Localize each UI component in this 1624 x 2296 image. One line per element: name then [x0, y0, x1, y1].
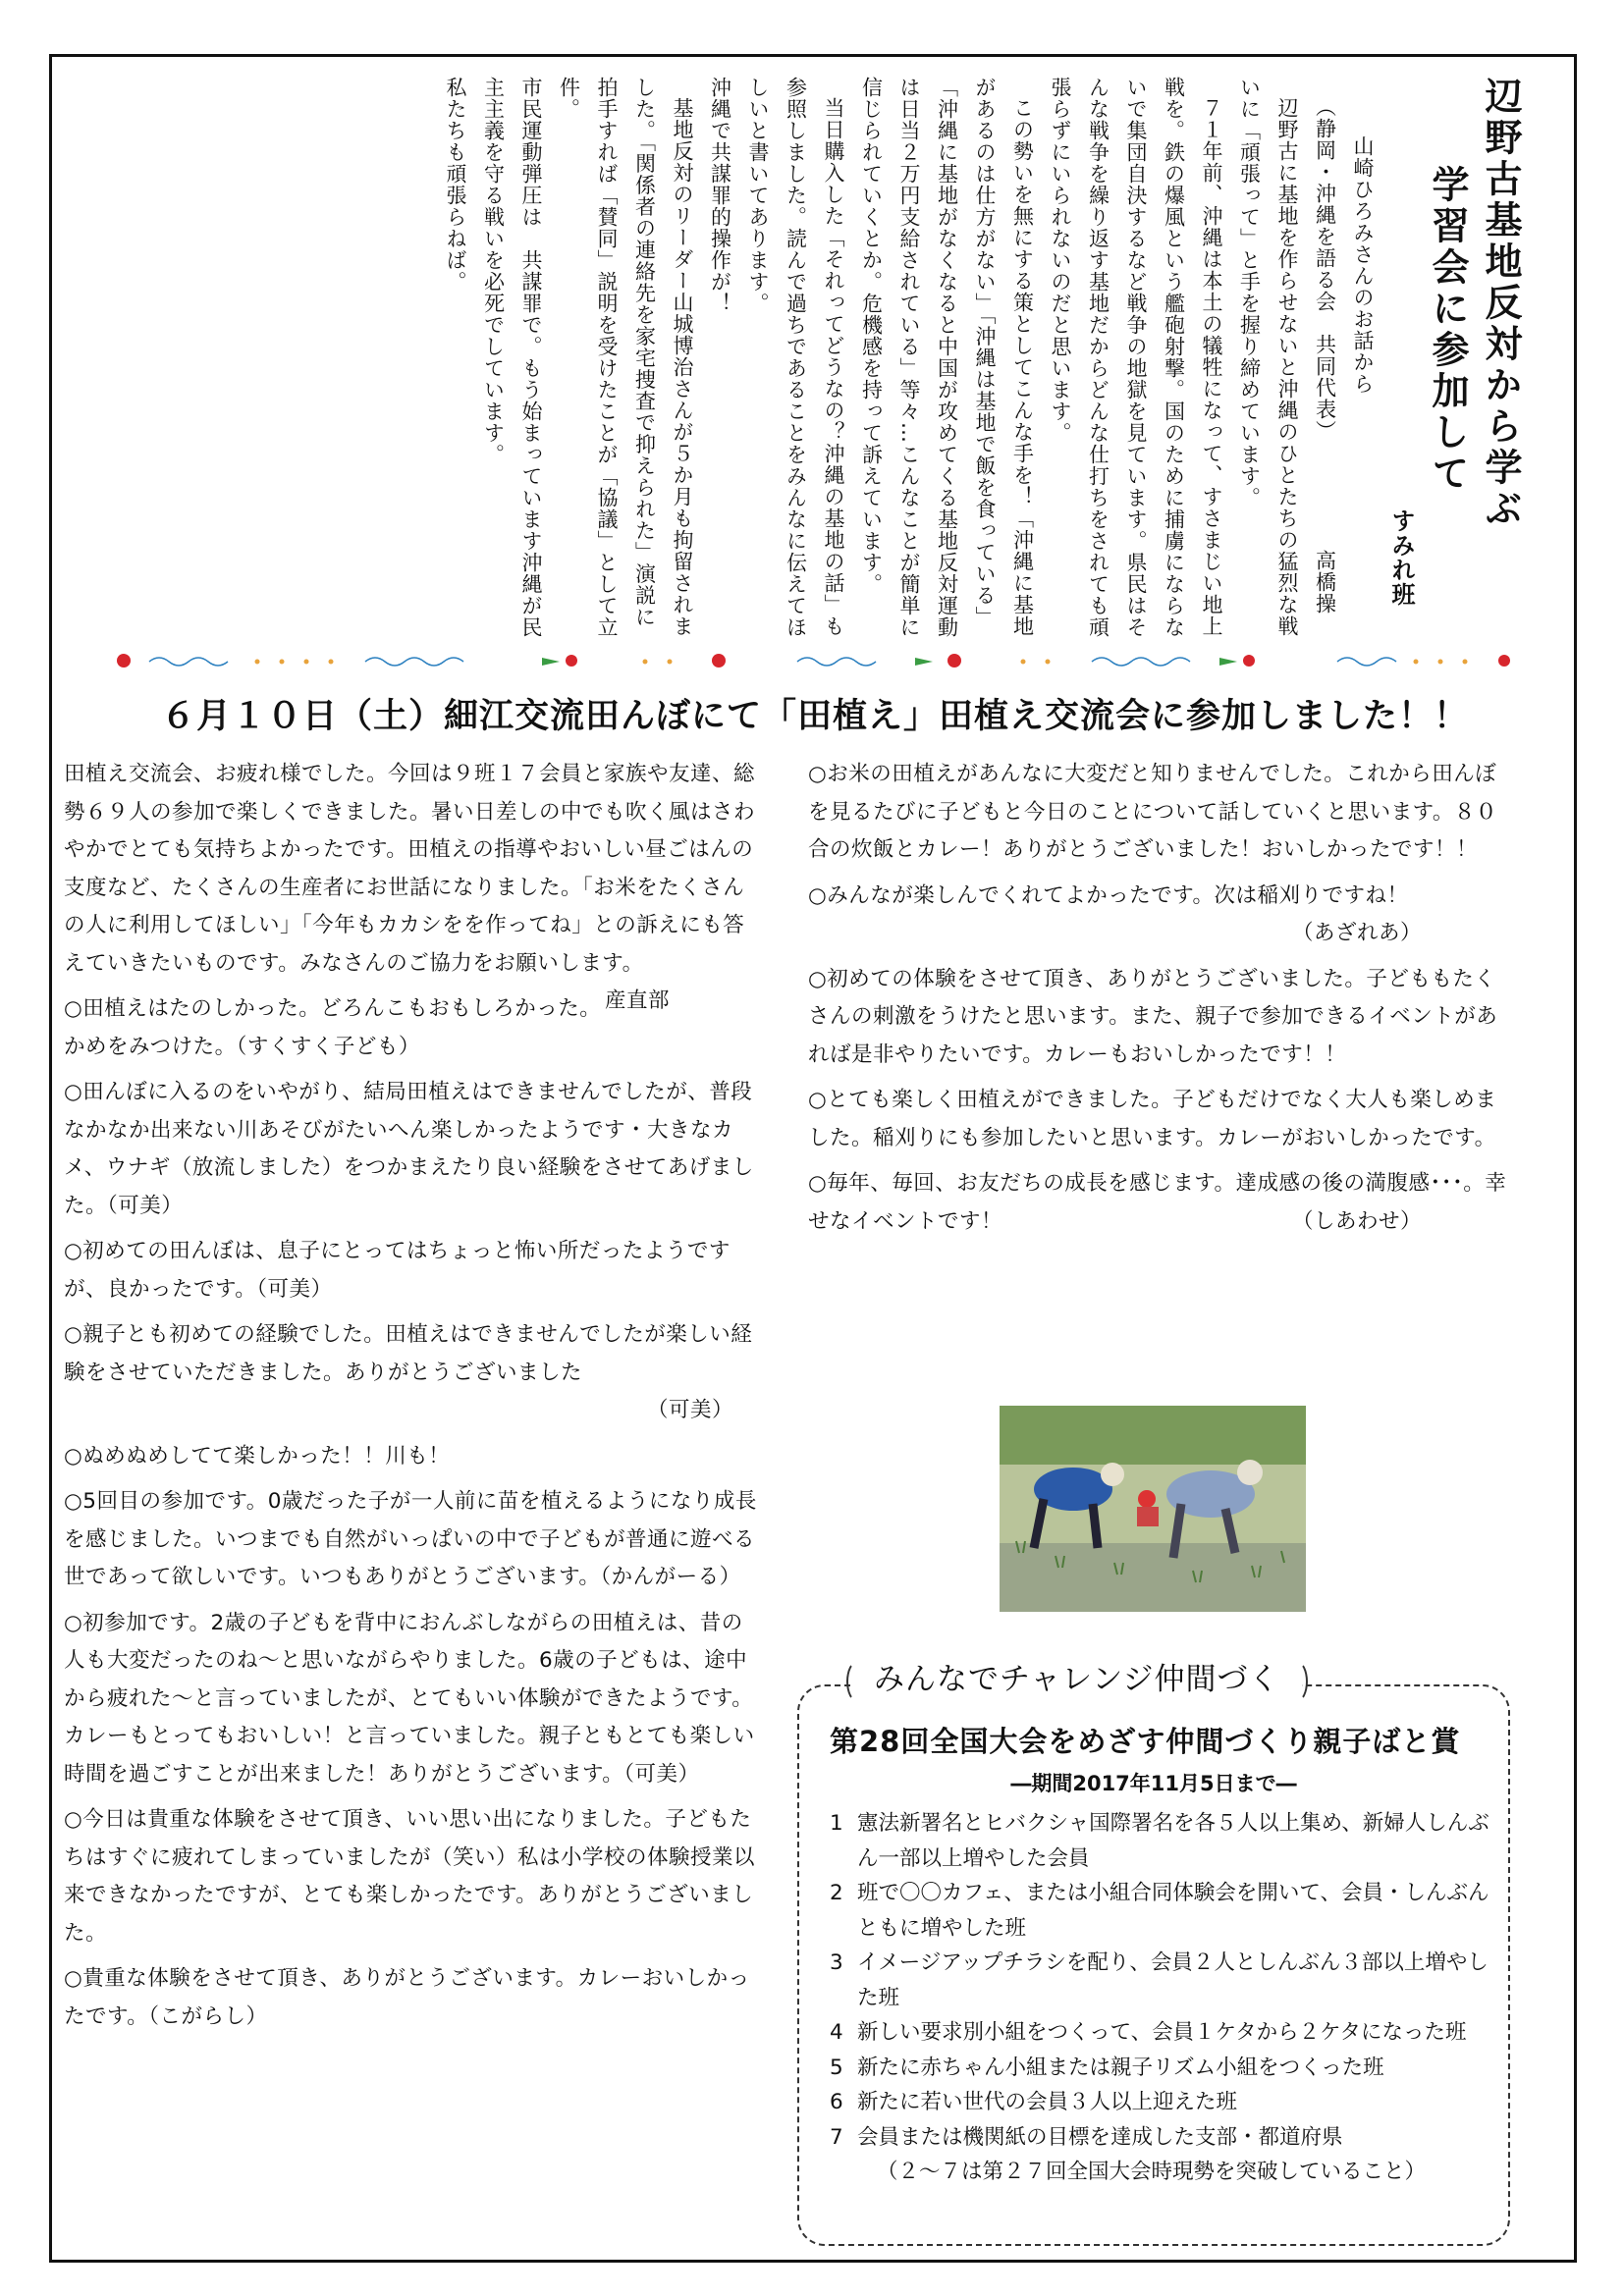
- article-paragraph: 当日購入した「それってどうなの？沖縄の基地の話」も参照しました。読んで過ちであることをみんなに伝えてほしいと書いてあります。: [746, 77, 845, 638]
- intro-signature: 産直部: [604, 988, 670, 1013]
- prize-item: 7 会員または機関紙の目標を達成した支部・都道府県: [830, 2124, 1343, 2150]
- article-speaker-org: （静岡・沖縄を語る会 共同代表）高橋操: [1313, 96, 1337, 614]
- section-headline: ６月１０日（土）細江交流田んぼにて「田植え」田植え交流会に参加しました！！: [160, 697, 1469, 736]
- comment: ○とても楽しく田植えができました。子どもだけでなく大人も楽しめました。稲刈りにも参加したいと思います。カレーがおいしかったです。: [808, 1088, 1497, 1150]
- prize-tag: みんなでチャレンジ仲間づく: [852, 1655, 1302, 1704]
- prize-item: 2 班で〇〇カフェ、または小組合同体験会を開いて、会員・しんぶんともに増やした班: [830, 1881, 1489, 1941]
- article-title-line2: 学習会に参加して: [1426, 165, 1469, 495]
- article-paragraph: ７１年前、沖縄は本土の犠牲になって、すさまじい地上戦を。鉄の爆風という艦砲射撃。国のために捕虜にならないで集団自決するなど戦争の地獄を見ています。県民はそんな戦争を繰り返す基地だからどんな仕打ちをされても頑張らずにいられないのだと思います。: [1049, 77, 1223, 638]
- prize-list: [830, 1806, 1497, 2190]
- comment: ○初めての田んぼは、息子にとってはちょっと怖い所だったようですが、良かったです。（可美）: [64, 1239, 731, 1302]
- prize-period: ―期間2017年11月5日まで―: [1010, 1772, 1297, 1795]
- prize-note: （２～７は第２７回全国大会時現勢を突破していること）: [877, 2160, 1427, 2184]
- comment: ○5回目の参加です。0歳だった子が一人前に苗を植えるようになり成長を感じました。いつまでも自然がいっぱいの中で子どもが普通に遊べる世であって欲しいです。いつもありがとうございます。（かんがーる）: [64, 1489, 757, 1589]
- intro-paragraph: 田植え交流会、お疲れ様でした。今回は９班１７会員と家族や友達、総勢６９人の参加で楽しくできました。暑い日差しの中でも吹く風はさわやかでとても気持ちよかったです。田植えの指導やおいしい昼ごはんの支度など、たくさんの生産者にお世話になりました。「お米をたくさんの人に利用してほしい」「今年もカカシをを作ってね」との訴えにも答えていきたいものです。みなさんのご協力をお願いします。 産直部: [64, 756, 763, 983]
- article-paragraph: 私たちも頑張らねば。: [444, 77, 467, 293]
- article-author-name: 高橋操: [1313, 550, 1337, 614]
- comment: ○毎年、毎回、お友だちの成長を感じます。達成感の後の満腹感･･･。幸せなイベントです！ （しあわせ）: [808, 1165, 1510, 1241]
- article-group: すみれ班: [1387, 508, 1415, 607]
- prize-item: 5 新たに赤ちゃん小組または親子リズム小組をつくった班: [830, 2055, 1384, 2080]
- comment: ○みんなが楽しんでくれてよかったです。次は稲刈りですね！ （あざれあ）: [808, 878, 1510, 953]
- prize-item: 3 イメージアップチラシを配り、会員２人としんぶん３部以上増やした班: [830, 1950, 1489, 2010]
- comment: ○田んぼに入るのをいやがり、結局田植えはできませんでしたが、普段なかなか出来ない川あそびがたいへん楽しかったようです・大きなカメ、ウナギ（放流しました）をつかまえたり良い経験をさせてあげました。（可美）: [64, 1080, 754, 1218]
- article-paragraph: 辺野古に基地を作らせないと沖縄のひとたちの猛烈な戦いに「頑張って」と手を握り締めています。: [1237, 77, 1299, 637]
- comment: ○お米の田植えがあんなに大変だと知りませんでした。これから田んぼを見るたびに子どもと今日のことについて話していくと思います。８０合の炊飯とカレー！ありがとうございました！おいしかったです！！: [808, 762, 1497, 862]
- prize-item: 1 憲法新署名とヒバクシャ国際署名を各５人以上集め、新婦人しんぶん一部以上増やした会員: [830, 1811, 1489, 1871]
- comment: ○親子とも初めての経験でした。田植えはできませんでしたが楽しい経験をさせていただきました。ありがとうございました （可美）: [64, 1316, 763, 1430]
- rice-planting-photo: [1000, 1406, 1306, 1612]
- article-paragraph: 基地反対のリーダー山城博治さんが５か月も拘留されました。「関係者の連絡先を家宅捜査で抑えられた」演説に拍手すれば「賛同」説明を受けたことが「協議」として立件。: [557, 77, 694, 638]
- comment: ○田植えはたのしかった。どろんこもおもしろかった。かめをみつけた。（すくすく子ども）: [64, 996, 602, 1059]
- article-paragraph: 沖縄で共謀罪的操作が！: [708, 77, 732, 314]
- comment: ○初参加です。2歳の子どもを背中におんぶしながらの田植えは、昔の人も大変だったのね～と思いながらやりました。6歳の子どもは、途中から疲れた～と言っていましたが、とてもいい体験ができたようです。カレーもとってもおいしい！と言っていました。親子ともとても楽しい時間を過ごすことが出来ました！ありがとうございます。（可美）: [64, 1610, 755, 1787]
- comment-signature: （可美）: [646, 1398, 733, 1422]
- article-paragraph: この勢いを無にする策としてこんな手を！「沖縄に基地があるのは仕方がない」「沖縄は基地で飯を食っている」「沖縄に基地がなくなると中国が攻めてくる基地反対運動は日当２万円支給されている」等々…こんなことが簡単に信じられていくとか。危機感を持って訴えています。: [859, 77, 1035, 638]
- prize-item: 6 新たに若い世代の会員３人以上迎えた班: [830, 2090, 1238, 2114]
- article-paragraph: 市民運動弾圧は 共謀罪で。もう始まっています沖縄が民主主義を守る戦いを必死でしています。: [481, 77, 543, 638]
- vertical-article: [201, 77, 1527, 641]
- prize-title: 第28回全国大会をめざす仲間づくり親子ばと賞: [830, 1725, 1461, 1758]
- comment-signature: （あざれあ）: [1291, 921, 1422, 945]
- prize-item: 4 新しい要求別小組をつくって、会員１ケタから２ケタになった班: [830, 2020, 1467, 2045]
- left-column: [64, 756, 763, 2044]
- article-title-line1: 辺野古基地反対から学ぶ: [1479, 77, 1522, 530]
- comment: ○ぬめぬめしてて楽しかった！！川も！: [64, 1443, 451, 1468]
- comment: ○貴重な体験をさせて頂き、ありがとうございます。カレーおいしかったです。（こがらし）: [64, 1966, 750, 2029]
- article-speaker: 山崎ひろみさんのお話から: [1351, 135, 1375, 395]
- decorative-divider: [110, 648, 1524, 673]
- comment: ○初めての体験をさせて頂き、ありがとうございました。子どももたくさんの刺激をうけたと思います。また、親子で参加できるイベントがあれば是非やりたいです。カレーもおいしかったです！！: [808, 966, 1498, 1067]
- right-column: [808, 756, 1510, 1249]
- comment: ○今日は貴重な体験をさせて頂き、いい思い出になりました。子どもたちはすぐに疲れてしまっていましたが（笑い）私は小学校の体験授業以来できなかったですが、とても楽しかったです。ありがとうございました。: [64, 1807, 756, 1946]
- comment-signature: （しあわせ）: [1291, 1208, 1422, 1234]
